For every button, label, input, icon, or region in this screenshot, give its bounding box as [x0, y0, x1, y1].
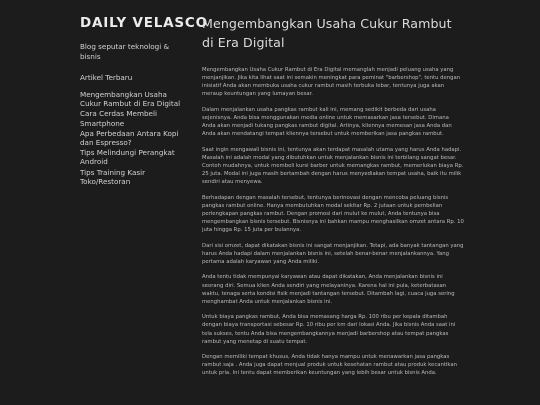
sidebar: [80, 14, 208, 187]
list-item: [80, 148, 190, 166]
recent-posts-list: [80, 90, 190, 186]
post-paragraph: Anda tentu tidak mempunyai karyawan atau dapat dikatakan, Anda menjalankan bisnis ini seorang diri. Semua klien Anda sendiri yang melayaninya. Karena hal ini pula, keterbatasan waktu, tenaga serta kondisi fisik menjadi tantangan tersebut. Ditambah lagi, cuaca juga sering menghambat Anda untuk menjalankan bisnis ini.: [202, 274, 455, 305]
post-paragraph: Mengembangkan Usaha Cukur Rambut di Era Digital memanglah menjadi peluang usaha yang menjanjikan. Jika kita lihat saat ini semakin meningkat para peminat "barbershop", tentu dengan inisiatif Anda akan membuka usaha cukur rambut masih terbuka lebar, tentunya juga akan meraup keuntungan yang lumayan besar.: [202, 67, 461, 98]
recent-post-link[interactable]: Tips Training Kasir Toko/Restoran: [80, 167, 146, 186]
recent-posts-heading: Artikel Terbaru: [80, 73, 133, 82]
post-paragraph: Dalam menjalankan usaha pangkas rambut kali ini, memang sedikit berbeda dari usaha sejenisnya. Anda bisa menggunakan media online untuk memasarkan jasa tersebut. Dimana Anda akan menjadi tukang pangkas rambut digital. Artinya, kliennya memesan jasa Anda dan Anda akan mendatangi tempat kliennya tersebut untuk memberikan jasa pangkas rambut.: [202, 106, 452, 138]
post-paragraph: Dengan memiliki tempat khusus, Anda tidak hanya mampu untuk menawarkan jasa pangkas rambut saja . Anda juga dapat menjual produk untuk kesehatan rambut atau produk kecantikan untuk pria. Ini tentu dapat memberikan keuntungan yang lebih besar untuk bisnis Anda.: [202, 354, 457, 377]
post-paragraph: Untuk biaya pangkas rambut, Anda bisa memasang harga Rp. 100 ribu per kepala ditambah dengan biaya transportasi sebesar Rp. 10 ribu per km dari lokasi Anda. Jika bisnis Anda saat ini tela sukses, tentu Anda bisa mengembangkannya menjadi barbershop atau tempat pangkas rambut yang menetap di suatu tempat.: [202, 314, 456, 345]
post-title: Mengembangkan Usaha Cukur Rambut di Era Digital: [202, 16, 452, 50]
post-paragraph: Dari sisi omzet, dapat dikatakan bisnis ini sangat menjanjikan. Tetapi, ada banyak tantangan yang harus Anda hadapi dalam menjalankan bisnis ini, setelah benar-benar menjalankannya. Yang pertama adalah karyawan yang Anda miliki.: [202, 242, 464, 265]
main-content: [202, 14, 464, 385]
list-item: [80, 168, 190, 186]
list-item: [80, 109, 190, 127]
post-paragraph: Berhadapan dengan masalah tersebut, tentunya berinovasi dengan mencoba peluang bisnis pangkas rambut online. Hanya membutuhkan modal sekitar Rp. 2 jutaan untuk pembelian perlengkapan pangkas rambut. Dengan promosi dari mulut ke mulut, Anda tentunya bisa mengembangkan bisnis tersebut. Bisnisnya ini bahkan mampu menghasilkan omzet antara Rp. 10 juta hingga Rp. 15 juta per bulannya.: [202, 194, 464, 234]
recent-post-link[interactable]: Cara Cerdas Membeli Smartphone: [80, 109, 157, 128]
site-description: Blog seputar teknologi & bisnis: [80, 42, 170, 61]
list-item: [80, 129, 190, 147]
site-title[interactable]: DAILY VELASCO: [80, 15, 208, 31]
recent-post-link[interactable]: Mengembangkan Usaha Cukur Rambut di Era Digital: [80, 90, 181, 109]
list-item: [80, 90, 190, 108]
recent-post-link[interactable]: Apa Perbedaan Antara Kopi dan Espresso?: [80, 128, 179, 148]
post-body: [202, 66, 464, 378]
recent-post-link[interactable]: Tips Melindungi Perangkat Android: [80, 148, 175, 167]
post-paragraph: Saat ingin mengawali bisnis ini, tentunya akan terdapat masalah utama yang harus Anda hadapi. Masalah ini adalah modal yang dibutuhkan untuk menjalankan bisnis ini terbilang sangat besar. Contoh mudahnya, untuk membeli kursi barber untuk memangkas rambut, memerlukan biaya Rp. 25 juta. Modal ini juga masih bertambah dengan harus menyediakan tempat usaha, baik itu milik sendiri atau menyewa.: [202, 146, 464, 186]
